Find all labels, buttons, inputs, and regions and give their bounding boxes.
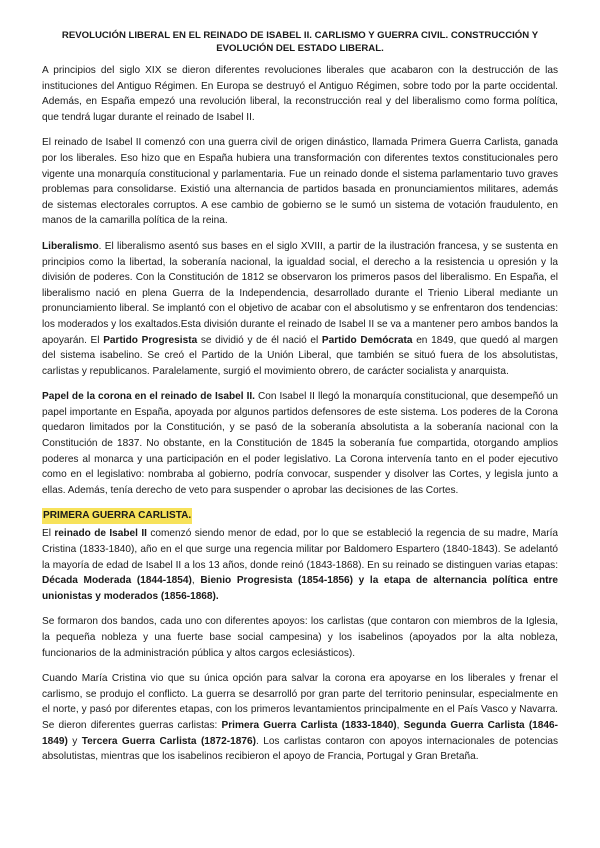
- guerra-p1-text-a: El: [42, 528, 55, 540]
- guerra-p3-text-a: Cuando María Cristina vio que su única opción para salvar la corona era apoyarse en los liberales y frenar el carlismo, se produjo el conflicto. La guerra se desarrolló por gran parte del territorio peninsular, especialmente en el norte, y pasó por diferentes etapas, con los primeros levantamientos principalmente en el País Vasco y Navarra. Se dieron diferentes guerras carlistas:: [42, 673, 558, 731]
- guerra-paragraph-3: [42, 671, 558, 765]
- partido-democrata-term: Partido Demócrata: [321, 334, 413, 346]
- tercera-guerra-term: Tercera Guerra Carlista (1872-1876): [81, 735, 256, 747]
- bienio-progresista-term: Bienio Progresista: [200, 575, 293, 587]
- guerra-heading: PRIMERA GUERRA CARLISTA.: [42, 508, 192, 524]
- guerra-p3-text-g: . Los carlistas contaron con apoyos internacionales de potencias absolutistas, mientras que los isabelinos recibieron el apoyo de Francia, Portugal y Gran Bretaña.: [42, 735, 559, 763]
- corona-text: Con Isabel II llegó la monarquía constitucional, que desempeñó un papel importante en España, apoyada por algunos partidos defensores de este sistema. Los poderes de la Corona quedaron limitados por la Constitución, y se pasó de la soberanía absolutista a la soberanía nacional con la Constitución de 1837. No obstante, en la Constitución de 1845 la soberanía fue compartida, otorgando amplios poderes al monarca y una participación en el poder legislativo. La Corona intervenía tanto en el poder ejecutivo como en el legislativo: nombraba al gobierno, podría convocar, suspender y disolver las Cortes, y legisla junto a ellas. Además, tenía derecho de veto para suspender o aprobar las decisiones de las Cortes.: [42, 391, 559, 496]
- decada-moderada-dates: (1844-1854): [136, 575, 192, 587]
- guerra-paragraph-2: Se formaron dos bandos, cada uno con diferentes apoyos: los carlistas (que contaron con miembros de la Iglesia, la pequeña nobleza y una fuerte base social campesina) y los isabelinos (apoyados por la alta nobleza, funcionarios de la administración pública y altos cargos eclesiásticos).: [42, 616, 558, 659]
- bienio-progresista-dates: (1854-1856): [298, 575, 354, 587]
- liberalismo-paragraph: [42, 239, 558, 379]
- guerra-p1-text-c: comenzó siendo menor de edad, por lo que se estableció la regencia de su madre, María Cristina (1833-1840), año en el que surge una regencia militar por Baldomero Espartero (1840-1843). Se adelantó la mayoría de edad de Isabel II a los 13 años, donde reinó (1843-1868). En su reinado se distinguen varias etapas:: [42, 528, 559, 571]
- corona-term: Papel de la corona en el reinado de Isabel II.: [42, 391, 255, 403]
- primera-guerra-term: Primera Guerra Carlista (1833-1840): [221, 719, 397, 731]
- corona-paragraph: [42, 389, 558, 498]
- reinado-isabel-term: reinado de Isabel II: [54, 528, 147, 540]
- intro-paragraph-2: El reinado de Isabel II comenzó con una guerra civil de origen dinástico, llamada Primera Guerra Carlista, ganada por los liberales. Eso hizo que en España hubiera una transformación con diferentes textos constitucionales pero vigente una monarquía constitucional y parlamentaria. Fue un reinado donde el sistema parlamentario tuvo graves problemas para consolidarse. Existió una alternancia de partidos basada en pronunciamientos militares, además de sistemas electorales corruptos. A ese cambio de gobierno se le sumó un sistema de votación fraudulento, en manos de la camarilla política de la reina.: [42, 137, 558, 227]
- decada-moderada-term: Década Moderada: [42, 575, 132, 587]
- liberalismo-text-1: . El liberalismo asentó sus bases en el siglo XVIII, a partir de la ilustración francesa, y se sustenta en principios como la libertad, la soberanía nacional, la igualdad social, el derecho a la resistencia u opresión y la división de poderes. Con la Constitución de 1812 se observaron los primeros pasos del liberalismo. En España, el liberalismo nació en plena Guerra de la Independencia, desarrollado durante el Trienio Liberal mediante un pronunciamiento liberal. Se implantó con el objetivo de acabar con el absolutismo y se enfrentaron dos tendencias: los moderados y los exaltados.Esta división durante el reinado de Isabel II se va a mantener pero ambos bandos la apoyarán. El: [42, 240, 558, 346]
- alternancia-term: y la etapa de alternancia política entre unionistas y moderados (1856-1868).: [42, 575, 559, 602]
- guerra-p1-sep: ,: [191, 575, 201, 587]
- liberalismo-term: Liberalismo: [42, 240, 99, 252]
- segunda-guerra-term: Segunda Guerra Carlista (1846-1849): [42, 719, 558, 747]
- liberalismo-text-3: en 1849, que quedó al margen del sistema isabelino. Se creó el Partido de la Unión Liberal, que también se situó fuera de los absolutistas, carlistas y republicanos. Paralelamente, surgió el movimiento obrero, de carácter socialista y anarquista.: [42, 334, 559, 377]
- intro-paragraph-1: A principios del siglo XIX se dieron diferentes revoluciones liberales que acabaron con la destrucción de las instituciones del Antiguo Régimen. En Europa se destruyó el Antiguo Régimen, sobre todo por la parte occidental. Además, en España empezó una revolución liberal, la reconstrucción real y del liberalismo como forma política, que tendrá lugar durante el reinado de Isabel II.: [42, 65, 558, 123]
- guerra-paragraph-1: [42, 526, 558, 604]
- guerra-p3-and: y: [67, 735, 82, 747]
- partido-progresista-term: Partido Progresista: [103, 334, 198, 346]
- guerra-p3-sep: ,: [396, 719, 404, 731]
- document-title: REVOLUCIÓN LIBERAL EN EL REINADO DE ISABEL II. CARLISMO Y GUERRA CIVIL. CONSTRUCCIÓN Y EVOLUCIÓN DEL ESTADO LIBERAL.: [61, 30, 539, 54]
- liberalismo-text-2: se dividió y de él nació el: [197, 334, 322, 346]
